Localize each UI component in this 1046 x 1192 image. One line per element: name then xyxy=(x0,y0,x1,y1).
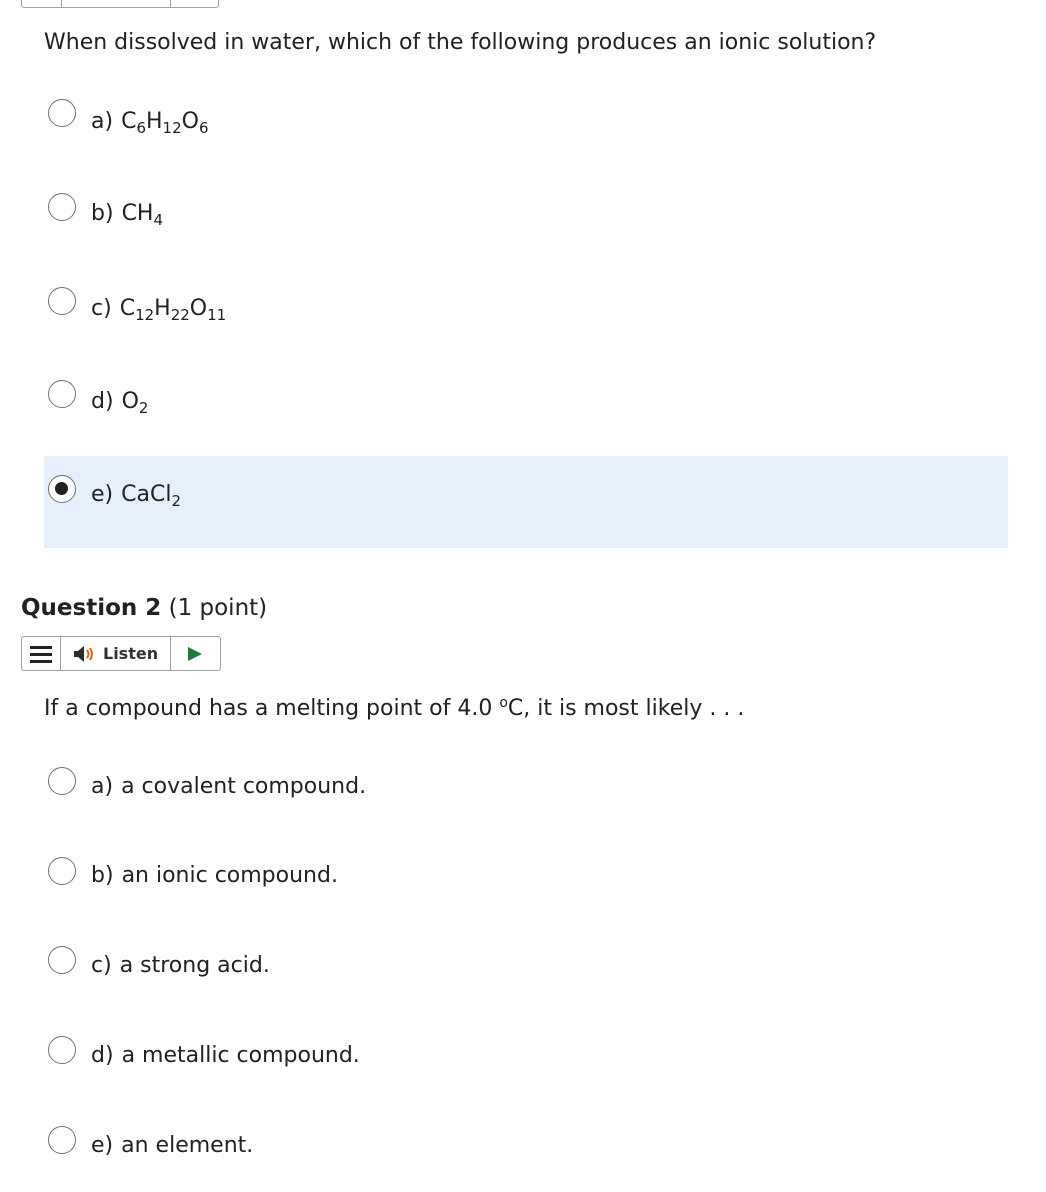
q2-option-b[interactable] xyxy=(44,827,1008,919)
q2-option-b-label: b) an ionic compound. xyxy=(91,863,338,888)
q1-option-d-label: d) $O_2$ xyxy=(91,389,149,417)
play-icon[interactable] xyxy=(188,647,202,661)
question-1-prompt: When dissolved in water, which of the following produces an ionic solution? xyxy=(44,30,877,55)
degree-symbol: o xyxy=(499,695,508,711)
q1-option-b-radio[interactable] xyxy=(48,193,76,221)
q1-option-a[interactable] xyxy=(44,68,1008,160)
q1-option-b[interactable] xyxy=(44,162,1008,254)
q1-option-e[interactable] xyxy=(44,456,1008,548)
q2-option-a[interactable] xyxy=(44,737,1008,829)
listen-toolbar xyxy=(21,636,221,671)
speaker-icon xyxy=(73,646,99,662)
question-points: (1 point) xyxy=(168,595,268,621)
q1-option-e-radio[interactable] xyxy=(48,475,76,503)
q2-option-e[interactable] xyxy=(44,1096,1008,1188)
q1-option-d-radio[interactable] xyxy=(48,380,76,408)
toolbar-divider xyxy=(170,637,171,670)
question-number: Question 2 xyxy=(21,595,162,621)
q1-option-c-label: c) $C_{12}H_{22}O_{11}$ xyxy=(91,296,227,324)
q2-option-a-radio[interactable] xyxy=(48,767,76,795)
question-2-prompt: If a compound has a melting point of 4.0 $^o$C, it is most likely . . . xyxy=(44,695,745,721)
q2-option-d-label: d) a metallic compound. xyxy=(91,1043,360,1068)
q2-option-b-radio[interactable] xyxy=(48,857,76,885)
q2-option-c[interactable] xyxy=(44,916,1008,1008)
q1-option-b-label: b) $CH_4$ xyxy=(91,201,164,229)
toolbar-remnant xyxy=(21,0,219,8)
toolbar-divider xyxy=(170,0,171,8)
q1-option-c-radio[interactable] xyxy=(48,287,76,315)
q2-option-e-radio[interactable] xyxy=(48,1126,76,1154)
q2-option-d[interactable] xyxy=(44,1006,1008,1098)
q1-option-a-label: a) $C_6H_{12}O_6$ xyxy=(91,109,209,137)
toolbar-divider xyxy=(60,637,61,670)
toolbar-divider xyxy=(61,0,62,8)
menu-icon[interactable] xyxy=(30,646,52,663)
listen-label: Listen xyxy=(103,644,159,663)
q1-option-d[interactable] xyxy=(44,349,1008,441)
q1-option-c[interactable] xyxy=(44,256,1008,348)
question-2-heading xyxy=(21,593,267,623)
q2-option-c-label: c) a strong acid. xyxy=(91,953,270,978)
q1-option-a-radio[interactable] xyxy=(48,99,76,127)
q2-option-c-radio[interactable] xyxy=(48,946,76,974)
q1-option-e-label: e) CaCl$_2$ xyxy=(91,482,181,510)
q2-option-e-label: e) an element. xyxy=(91,1133,254,1158)
q2-option-d-radio[interactable] xyxy=(48,1036,76,1064)
q2-option-a-label: a) a covalent compound. xyxy=(91,774,367,799)
